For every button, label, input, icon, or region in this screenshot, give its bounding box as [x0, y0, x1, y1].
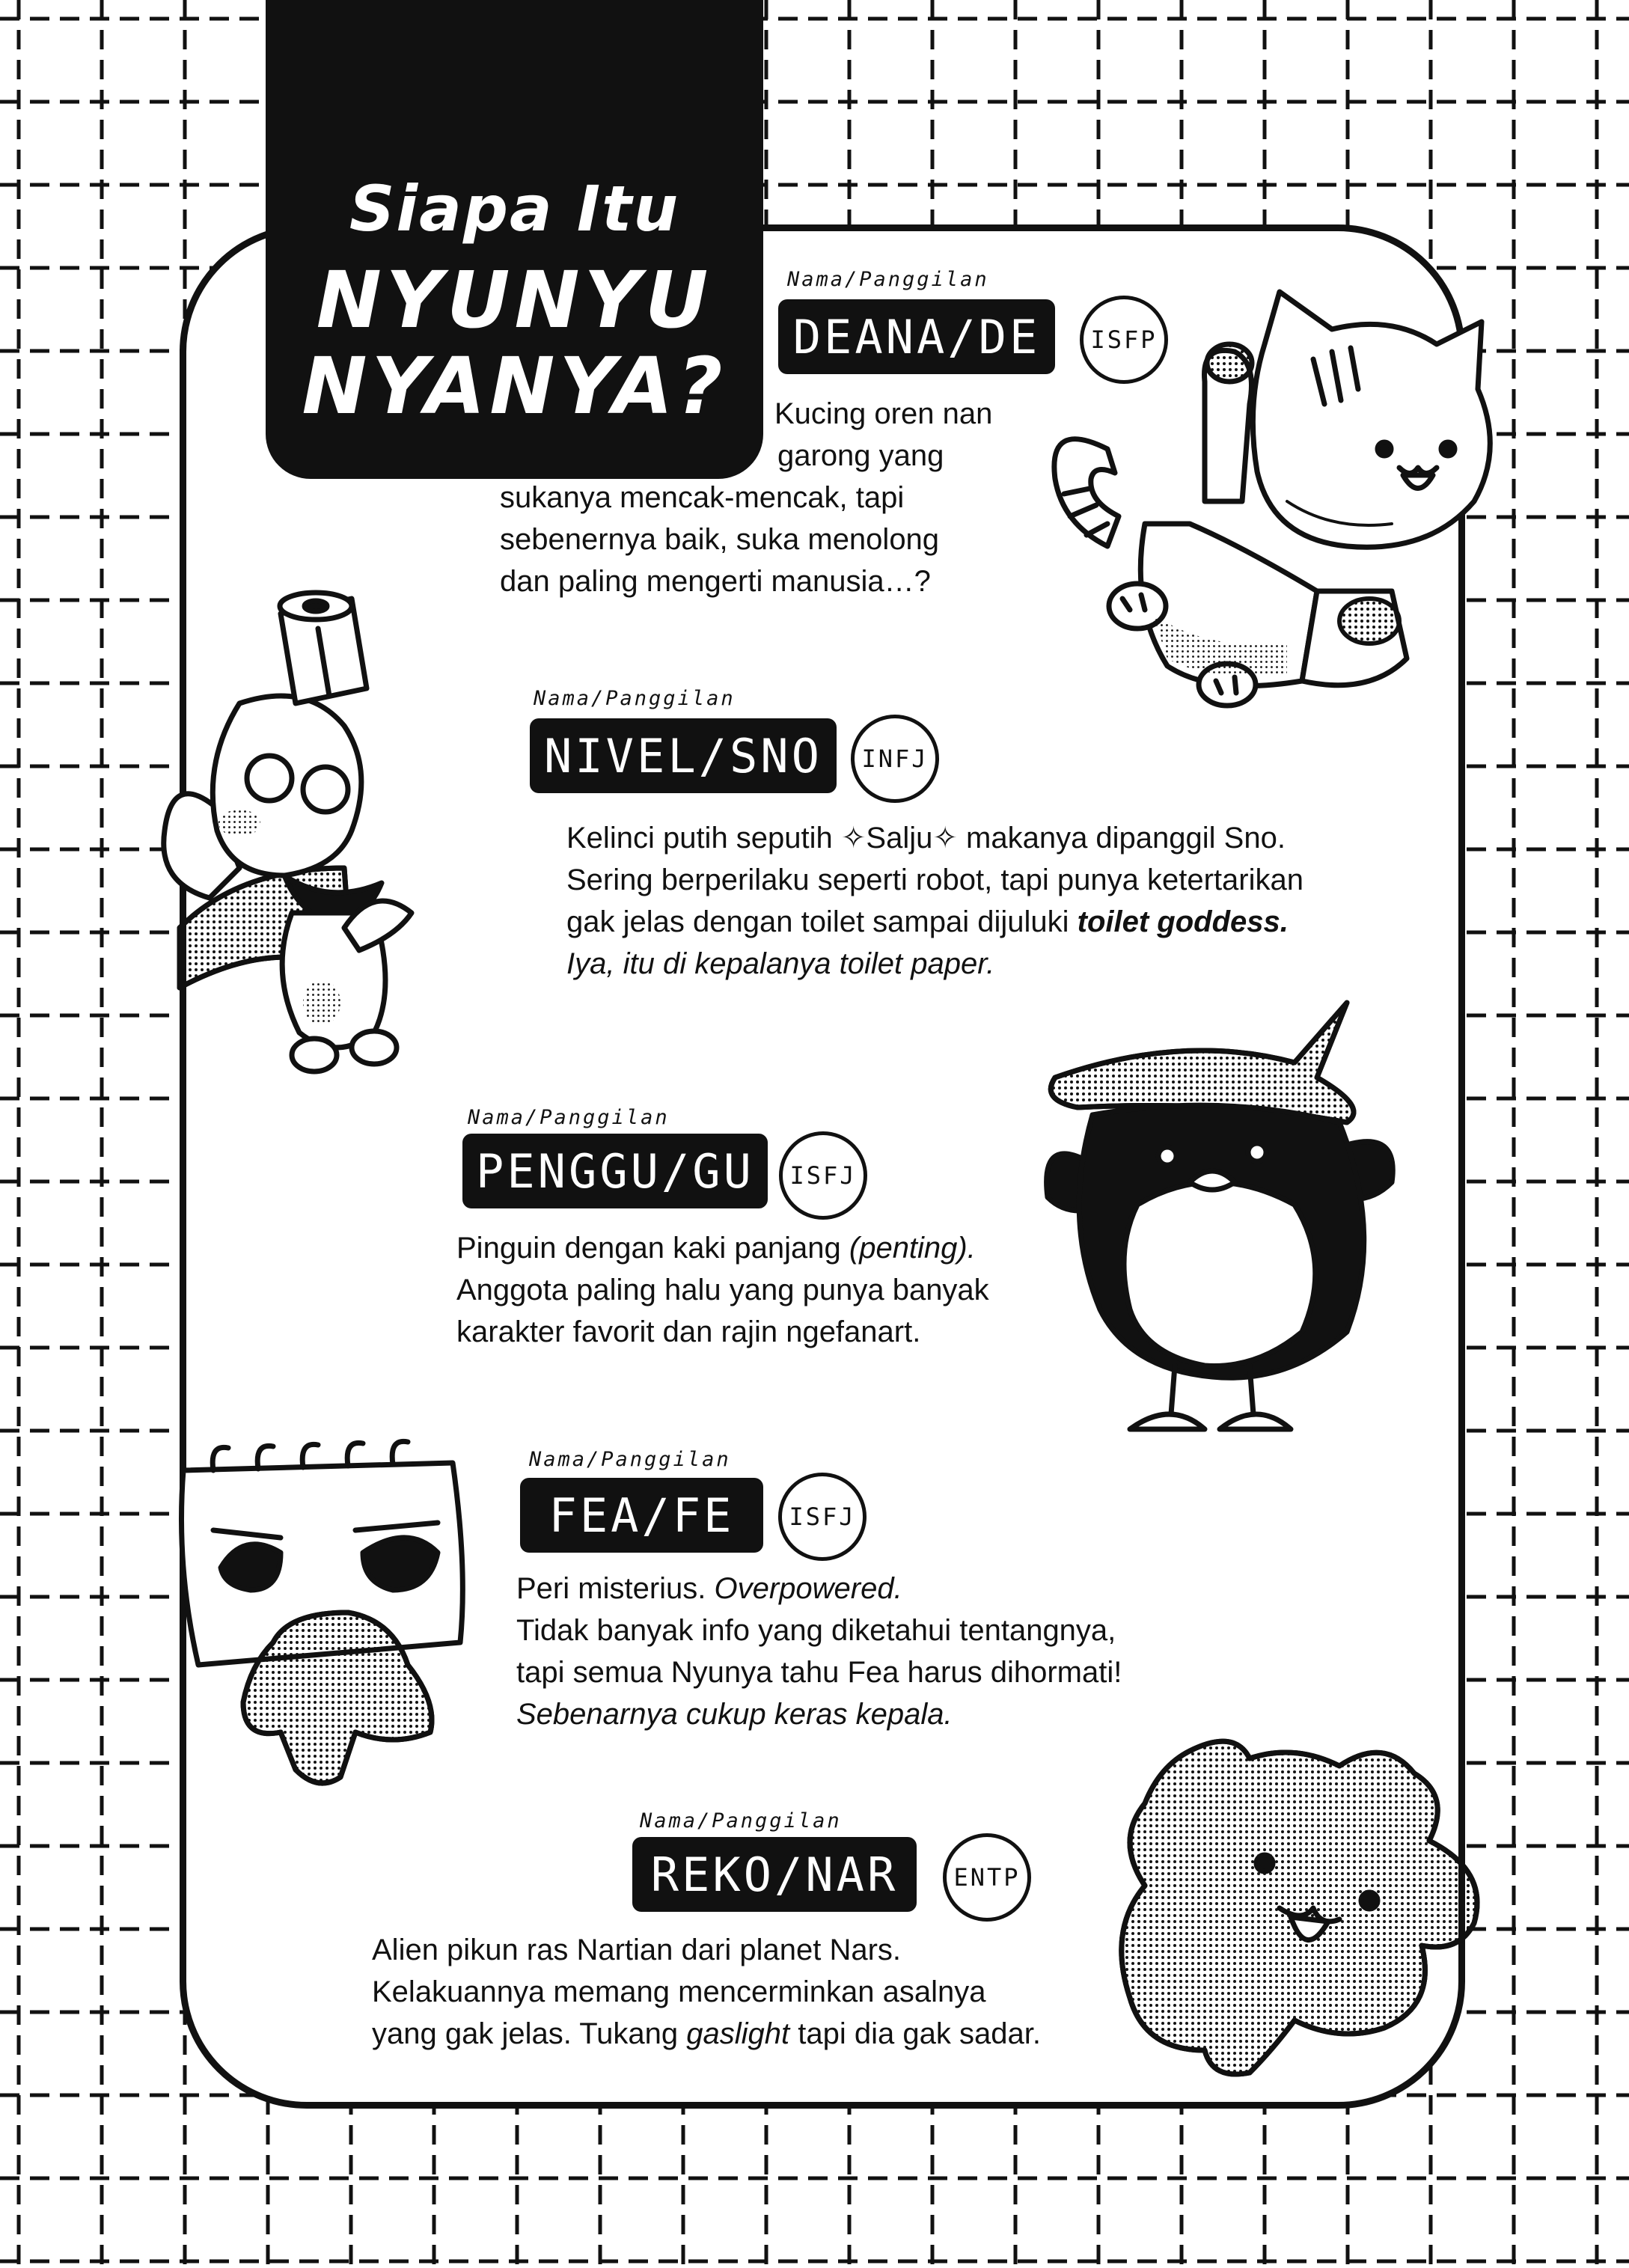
alien-blob-icon — [1100, 1721, 1519, 2110]
description-line: Alien pikun ras Nartian dari planet Nars. — [372, 1934, 902, 1966]
character-name-tag: REKO/NAR — [632, 1837, 917, 1912]
title-banner — [266, 0, 763, 479]
character-description — [500, 477, 939, 602]
description-line: gak jelas dengan toilet sampai dijuluki toilet goddess. — [566, 905, 1289, 938]
penguin-witch-hat-icon — [1033, 995, 1452, 1459]
description-line: sebenernya baik, suka menolong — [500, 523, 940, 556]
sparkle-icon: ✧ — [932, 822, 958, 855]
mbti-badge: ISFJ — [778, 1473, 867, 1561]
mbti-badge: ENTP — [943, 1833, 1031, 1922]
description-line: Kelinci putih seputih ✧Salju✧ makanya dipanggil Sno. — [566, 822, 1286, 855]
orange-cat-icon — [1018, 277, 1556, 756]
sparkle-icon: ✧ — [840, 822, 867, 855]
name-label: Nama/Panggilan — [534, 687, 736, 710]
character-name-tag: DEANA/DE — [778, 299, 1055, 374]
description-line: karakter favorit dan rajin ngefanart. — [456, 1315, 921, 1348]
white-rabbit-icon — [127, 584, 531, 1085]
description-line: Sering berperilaku seperti robot, tapi punya ketertarikan — [566, 864, 1303, 896]
character-name-tag: FEA/FE — [520, 1478, 763, 1553]
character-description — [566, 817, 1303, 985]
description-line: Kucing oren nan — [774, 397, 993, 430]
description-line: sukanya mencak-mencak, tapi — [500, 481, 905, 514]
description-line: yang gak jelas. Tukang gaslight tapi dia gak sadar. — [372, 2017, 1041, 2050]
mbti-badge: INFJ — [851, 715, 939, 803]
title-line-2: NYUNYU — [316, 254, 713, 346]
mbti-badge: ISFJ — [779, 1131, 867, 1220]
description-line: Anggota paling halu yang punya banyak — [456, 1274, 989, 1306]
description-line: tapi semua Nyunya tahu Fea harus dihormati! — [516, 1656, 1122, 1689]
name-label: Nama/Panggilan — [640, 1809, 842, 1833]
character-name-tag: NIVEL/SNO — [530, 718, 837, 793]
description-line: Peri misterius. Overpowered. — [516, 1572, 902, 1605]
mbti-badge: ISFP — [1080, 296, 1168, 384]
character-description — [516, 1568, 1122, 1735]
title-line-1: Siapa Itu — [349, 172, 680, 245]
character-description — [372, 1929, 1041, 2055]
description-line: Sebenarnya cukup keras kepala. — [516, 1698, 953, 1731]
name-label: Nama/Panggilan — [468, 1106, 670, 1129]
description-line: Tidak banyak info yang diketahui tentangnya, — [516, 1614, 1116, 1647]
name-label: Nama/Panggilan — [529, 1448, 731, 1471]
notebook-fairy-icon — [168, 1418, 490, 1807]
description-line: Pinguin dengan kaki panjang (penting). — [456, 1232, 976, 1265]
character-description — [774, 393, 992, 477]
character-description — [456, 1227, 989, 1353]
description-line: garong yang — [777, 439, 944, 472]
description-line: Kelakuannya memang mencerminkan asalnya — [372, 1975, 986, 2008]
name-label: Nama/Panggilan — [787, 268, 989, 291]
description-line: dan paling mengerti manusia…? — [500, 565, 931, 598]
character-name-tag: PENGGU/GU — [462, 1134, 768, 1208]
title-line-3: NYANYA? — [302, 340, 727, 432]
description-line: Iya, itu di kepalanya toilet paper. — [566, 947, 995, 980]
